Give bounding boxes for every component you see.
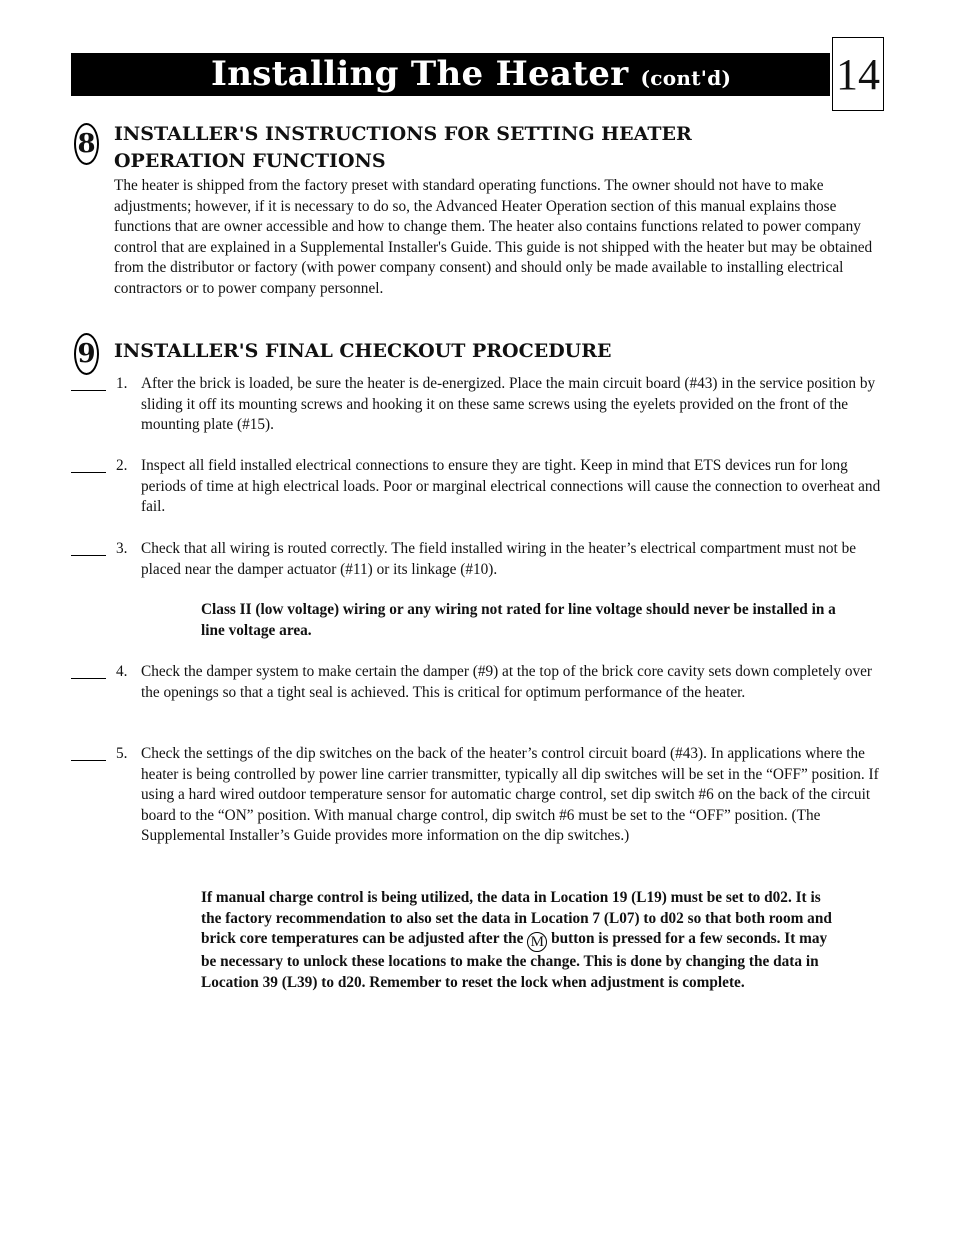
class-ii-wiring-note: Class II (low voltage) wiring or any wiring not rated for line voltage should never be installed in a line voltage area. xyxy=(201,601,836,639)
checkbox-blank-line[interactable] xyxy=(71,744,106,761)
section-8-title-line2: OPERATION FUNCTIONS xyxy=(114,150,386,172)
section-8-title-line1: INSTALLER'S INSTRUCTIONS FOR SETTING HEATER xyxy=(114,123,692,145)
item-number: 2. xyxy=(116,457,128,474)
item-text: Check the damper system to make certain the damper (#9) at the top of the brick core cavity sets down completely over the openings so that a tight seal is achieved. This is critical for optimum performance of the heater. xyxy=(141,663,873,701)
manual-charge-note-part2: button is pressed for a few seconds. It may be necessary to unlock these locations to make the change. This is done by changing the data in Location 39 (L39) to d20. Remember to reset the lock when adjustment is complete. xyxy=(201,930,828,991)
page-number: 14 xyxy=(832,37,884,111)
item-number: 3. xyxy=(116,540,128,557)
page-title-text: Installing The Heater xyxy=(211,54,629,94)
page-title-subtitle: (cont'd) xyxy=(640,66,732,90)
checkbox-blank-line[interactable] xyxy=(71,662,106,679)
checkbox-blank-line[interactable] xyxy=(71,539,106,556)
section-8-body: The heater is shipped from the factory preset with standard operating functions. The owner should not have to make adjustments; however, if it is necessary to do so, the Advanced Heater Operation section of this manual explains those functions that are owner accessible and how to change them. The heater also contains functions related to power company control that are explained in a Supplemental Installer's Guide. This guide is not shipped with the heater but may be obtained from the distributor or factory (with power company consent) and should only be made available to installing electrical contractors or to power company personnel. xyxy=(114,177,873,297)
item-number: 5. xyxy=(116,745,128,762)
checkbox-blank-line[interactable] xyxy=(71,456,106,473)
header-bar xyxy=(71,53,830,96)
m-button-icon: M xyxy=(527,932,547,952)
item-text: Check the settings of the dip switches on the back of the heater’s control circuit board (#43). In applications where the heater is being controlled by power line carrier transmitter, typically all dip switches will be set in the “OFF” position. If using a hard wired outdoor temperature sensor for automatic charge control, set dip switch #6 on the back of the circuit board to the “ON” position. With manual charge control, dip switch #6 must be set to the “OFF” position. (The Supplemental Installer’s Guide provides more information on the dip switches.) xyxy=(141,745,879,845)
step-number-9: 9 xyxy=(74,333,99,375)
item-text: Inspect all field installed electrical connections to ensure they are tight. Keep in mind that ETS devices run for long periods of time at high electrical loads. Poor or marginal electrical connections will cause the connection to overheat and fail. xyxy=(141,457,881,516)
item-number: 4. xyxy=(116,663,128,680)
page-title xyxy=(211,53,731,96)
section-9-title: INSTALLER'S FINAL CHECKOUT PROCEDURE xyxy=(114,340,612,362)
checkbox-blank-line[interactable] xyxy=(71,374,106,391)
item-number: 1. xyxy=(116,375,128,392)
item-text: Check that all wiring is routed correctly. The field installed wiring in the heater’s electrical compartment must not be placed near the damper actuator (#11) or its linkage (#10). xyxy=(141,540,857,578)
item-text: After the brick is loaded, be sure the heater is de-energized. Place the main circuit board (#43) in the service position by sliding it off its mounting screws and hooking it on these same screws using the eyelets provided on the front of the mounting plate (#15). xyxy=(141,375,876,434)
manual-charge-note-part1: If manual charge control is being utilized, the data in Location 19 (L19) must be set to d02. It is the factory recommendation to also set the data in Location 7 (L07) to d02 so that both room and brick core temperatures can be adjusted after the xyxy=(201,889,832,948)
step-number-8: 8 xyxy=(74,123,99,165)
section-8-title xyxy=(114,121,814,175)
manual-charge-note xyxy=(201,888,841,993)
